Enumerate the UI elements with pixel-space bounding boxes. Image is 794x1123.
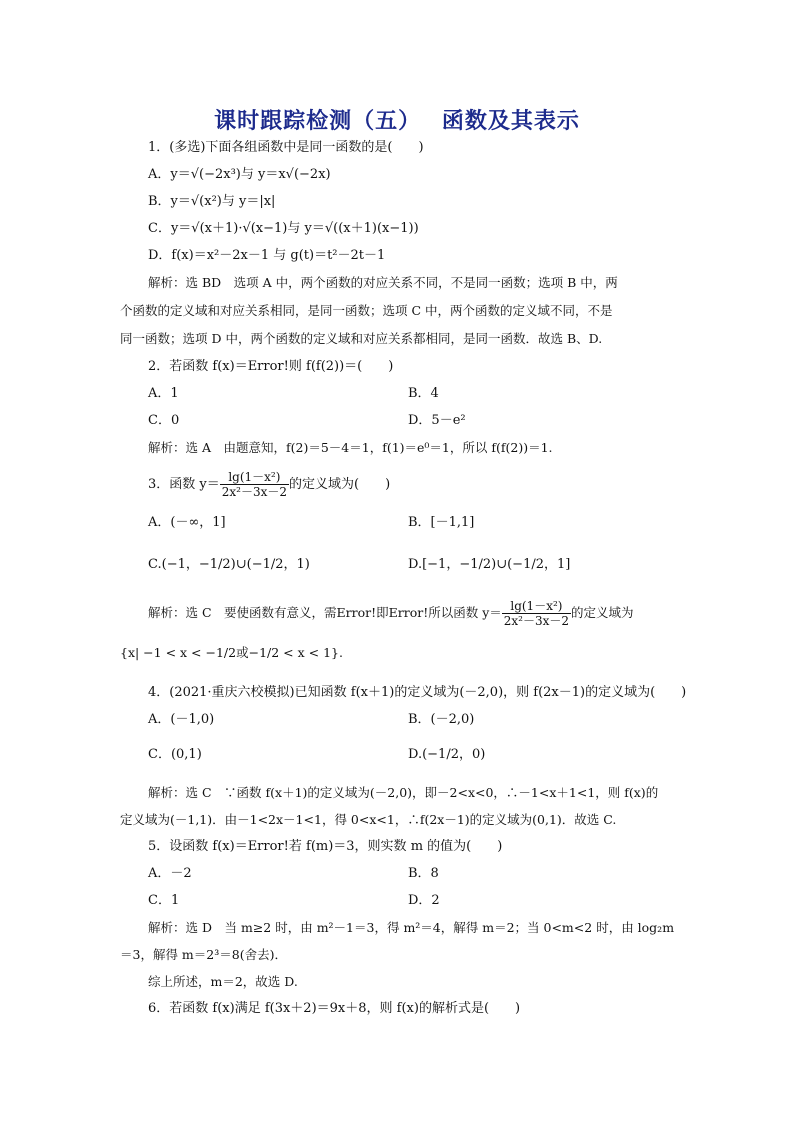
question-3-stem-prefix: 3．函数 y＝	[148, 477, 220, 492]
question-3-denominator: 2x²－3x－2	[221, 485, 288, 499]
question-2-stem: 2．若函数 f(x)＝Error!则 f(f(2))＝( )	[148, 359, 394, 374]
question-2-option-a: A．1	[148, 386, 179, 401]
question-6-stem: 6．若函数 f(x)满足 f(3x＋2)＝9x＋8，则 f(x)的解析式是( )	[148, 1001, 521, 1016]
question-5-option-c: C．1	[148, 893, 180, 908]
question-5-option-a: A．－2	[148, 866, 192, 881]
question-1-answer-line-3: 同一函数；选项 D 中，两个函数的定义域和对应关系都相同，是同一函数．故选 B、D.	[120, 331, 603, 346]
question-3-numerator: lg(1－x²)	[220, 470, 289, 485]
question-4-option-c: C．(0,1)	[148, 747, 202, 762]
question-2-option-b: B．4	[408, 386, 439, 401]
question-3-answer-prefix: 解析：选 C 要使函数有意义，需Error!即Error!所以函数 y＝	[148, 605, 502, 620]
question-4-option-a: A．(－1,0)	[148, 712, 215, 727]
question-1-answer-line-1: 解析：选 BD 选项 A 中，两个函数的对应关系不同，不是同一函数；选项 B 中，两	[148, 275, 618, 290]
question-5-option-d: D．2	[408, 893, 440, 908]
question-5-answer-line-2: ＝3，解得 m＝2³＝8(舍去)．	[120, 947, 287, 962]
question-3-answer-numerator: lg(1－x²)	[502, 599, 571, 614]
question-4-option-b: B．(－2,0)	[408, 712, 475, 727]
question-4-stem: 4．(2021·重庆六校模拟)已知函数 f(x＋1)的定义域为(－2,0)，则 f(2x－1)的定义域为( )	[148, 685, 687, 700]
question-1-stem: 1．(多选)下面各组函数中是同一函数的是( )	[148, 140, 424, 155]
question-3-stem-suffix: 的定义域为( )	[289, 477, 391, 492]
question-1-answer-line-2: 个函数的定义域和对应关系相同，是同一函数；选项 C 中，两个函数的定义域不同，不是	[120, 303, 613, 318]
question-4-answer-line-2: 定义域为(－1,1)．由－1<2x－1<1，得 0<x<1，∴f(2x－1)的定义域为(0,1)．故选 C.	[120, 812, 617, 827]
question-3-answer-denominator: 2x²－3x－2	[503, 614, 570, 628]
question-5-stem: 5．设函数 f(x)＝Error!若 f(m)＝3，则实数 m 的值为( )	[148, 839, 503, 854]
question-3-answer-fraction	[502, 599, 571, 628]
page-title: 课时跟踪检测（五） 函数及其表示	[214, 109, 580, 134]
question-1-option-b: B．y＝√(x²)与 y＝|x|	[148, 194, 276, 209]
question-1-option-d: D．f(x)＝x²－2x－1 与 g(t)＝t²－2t－1	[148, 248, 386, 263]
question-3-option-c: C.(−1，−1/2)∪(−1/2，1)	[148, 557, 310, 572]
question-2-option-c: C．0	[148, 413, 180, 428]
question-3-answer-line-2: {x| −1 < x < −1/2或−1/2 < x < 1}.	[120, 645, 343, 660]
question-3-answer-suffix: 的定义域为	[571, 605, 634, 620]
question-3-option-b: B．[－1,1]	[408, 515, 475, 530]
question-3-option-a: A．(－∞，1]	[148, 515, 226, 530]
question-3-answer-line-1	[148, 596, 634, 630]
question-1-option-c: C．y＝√(x＋1)·√(x−1)与 y＝√((x＋1)(x−1))	[148, 221, 419, 236]
question-4-answer-line-1: 解析：选 C ∵函数 f(x＋1)的定义域为(－2,0)，即－2<x<0，∴－1<x＋1<1，则 f(x)的	[148, 785, 659, 800]
question-3-stem	[148, 468, 390, 502]
question-3-fraction	[220, 470, 289, 499]
question-3-option-d: D.[−1，−1/2)∪(−1/2，1]	[408, 557, 571, 572]
question-2-answer: 解析：选 A 由题意知，f(2)＝5－4＝1，f(1)＝e⁰＝1，所以 f(f(2))＝1.	[148, 440, 553, 455]
question-5-answer-line-1: 解析：选 D 当 m≥2 时，由 m²－1＝3，得 m²＝4，解得 m＝2；当 0<m<2 时，由 log₂m	[148, 920, 675, 935]
question-5-option-b: B．8	[408, 866, 439, 881]
question-2-option-d: D．5－e²	[408, 413, 466, 428]
question-1-option-a: A．y＝√(−2x³)与 y＝x√(−2x)	[148, 167, 331, 182]
question-5-answer-line-3: 综上所述，m＝2，故选 D.	[148, 974, 298, 989]
question-4-option-d: D.(−1/2，0)	[408, 747, 486, 762]
